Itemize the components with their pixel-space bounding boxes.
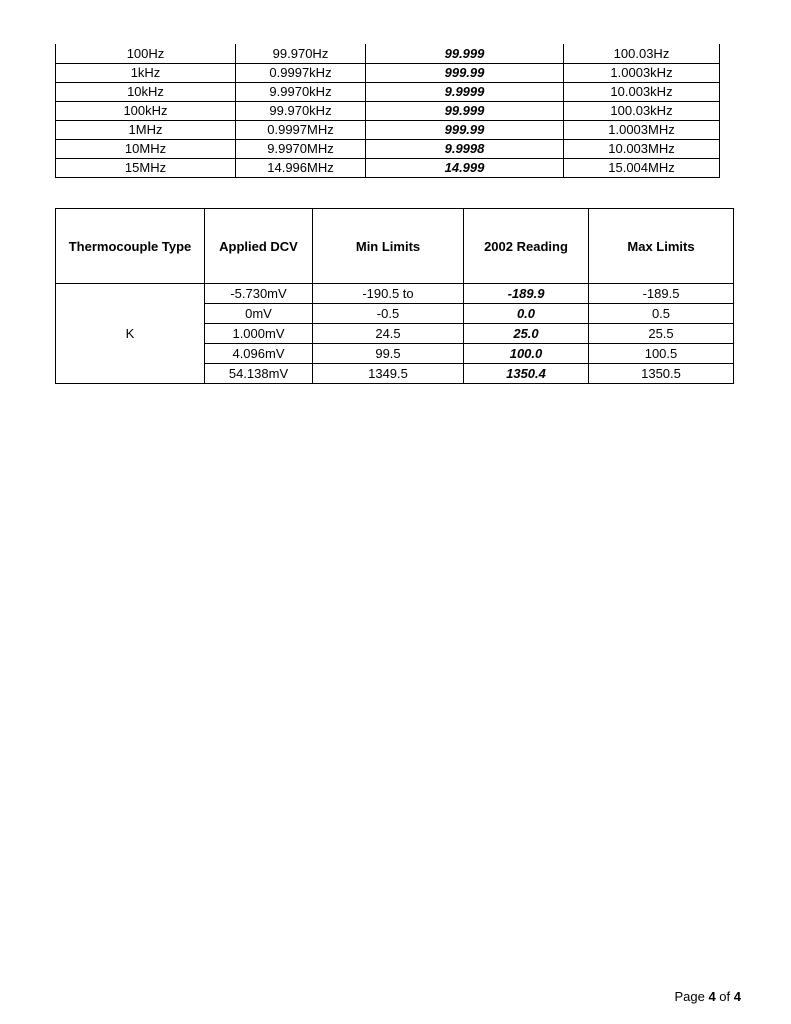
page-number [674, 989, 741, 1004]
max-cell: 1350.5 [589, 364, 734, 384]
max-cell: 100.03Hz [564, 44, 720, 63]
reading-cell: 100.0 [464, 344, 589, 364]
min-cell: 0.9997kHz [236, 63, 366, 82]
table-row [56, 120, 720, 139]
header-max-limits: Max Limits [589, 209, 734, 284]
header-thermocouple-type: Thermocouple Type [56, 209, 205, 284]
max-cell: 100.03kHz [564, 101, 720, 120]
table-row [56, 139, 720, 158]
max-cell: 0.5 [589, 304, 734, 324]
thermocouple-type-cell: K [56, 284, 205, 384]
page-word: Page [674, 989, 705, 1004]
reading-cell: 99.999 [366, 44, 564, 63]
of-word: of [719, 989, 731, 1004]
min-cell: -190.5 to [313, 284, 464, 304]
min-cell: 24.5 [313, 324, 464, 344]
nominal-cell: 1kHz [56, 63, 236, 82]
dcv-cell: -5.730mV [205, 284, 313, 304]
min-cell: -0.5 [313, 304, 464, 324]
reading-cell: -189.9 [464, 284, 589, 304]
reading-cell: 999.99 [366, 120, 564, 139]
min-cell: 14.996MHz [236, 158, 366, 177]
reading-cell: 1350.4 [464, 364, 589, 384]
min-cell: 0.9997MHz [236, 120, 366, 139]
max-cell: 15.004MHz [564, 158, 720, 177]
nominal-cell: 10MHz [56, 139, 236, 158]
min-cell: 9.9970MHz [236, 139, 366, 158]
max-cell: 10.003MHz [564, 139, 720, 158]
table-row [56, 44, 720, 63]
min-cell: 1349.5 [313, 364, 464, 384]
nominal-cell: 10kHz [56, 82, 236, 101]
min-cell: 99.970kHz [236, 101, 366, 120]
max-cell: 10.003kHz [564, 82, 720, 101]
max-cell: -189.5 [589, 284, 734, 304]
max-cell: 100.5 [589, 344, 734, 364]
max-cell: 25.5 [589, 324, 734, 344]
dcv-cell: 1.000mV [205, 324, 313, 344]
reading-cell: 0.0 [464, 304, 589, 324]
table-row [56, 158, 720, 177]
current-page: 4 [708, 989, 716, 1004]
table-row [56, 82, 720, 101]
dcv-cell: 4.096mV [205, 344, 313, 364]
dcv-cell: 0mV [205, 304, 313, 324]
max-cell: 1.0003MHz [564, 120, 720, 139]
dcv-cell: 54.138mV [205, 364, 313, 384]
max-cell: 1.0003kHz [564, 63, 720, 82]
reading-cell: 999.99 [366, 63, 564, 82]
reading-cell: 99.999 [366, 101, 564, 120]
reading-cell: 25.0 [464, 324, 589, 344]
min-cell: 9.9970kHz [236, 82, 366, 101]
reading-cell: 9.9998 [366, 139, 564, 158]
nominal-cell: 100kHz [56, 101, 236, 120]
header-applied-dcv: Applied DCV [205, 209, 313, 284]
header-2002-reading: 2002 Reading [464, 209, 589, 284]
table-row [56, 284, 734, 304]
min-cell: 99.5 [313, 344, 464, 364]
header-min-limits: Min Limits [313, 209, 464, 284]
table-header-row [56, 209, 734, 284]
min-cell: 99.970Hz [236, 44, 366, 63]
reading-cell: 9.9999 [366, 82, 564, 101]
nominal-cell: 1MHz [56, 120, 236, 139]
total-pages: 4 [733, 989, 741, 1004]
reading-cell: 14.999 [366, 158, 564, 177]
table-row [56, 101, 720, 120]
nominal-cell: 100Hz [56, 44, 236, 63]
table-row [56, 63, 720, 82]
frequency-table [55, 44, 720, 178]
thermocouple-table [55, 208, 734, 384]
nominal-cell: 15MHz [56, 158, 236, 177]
